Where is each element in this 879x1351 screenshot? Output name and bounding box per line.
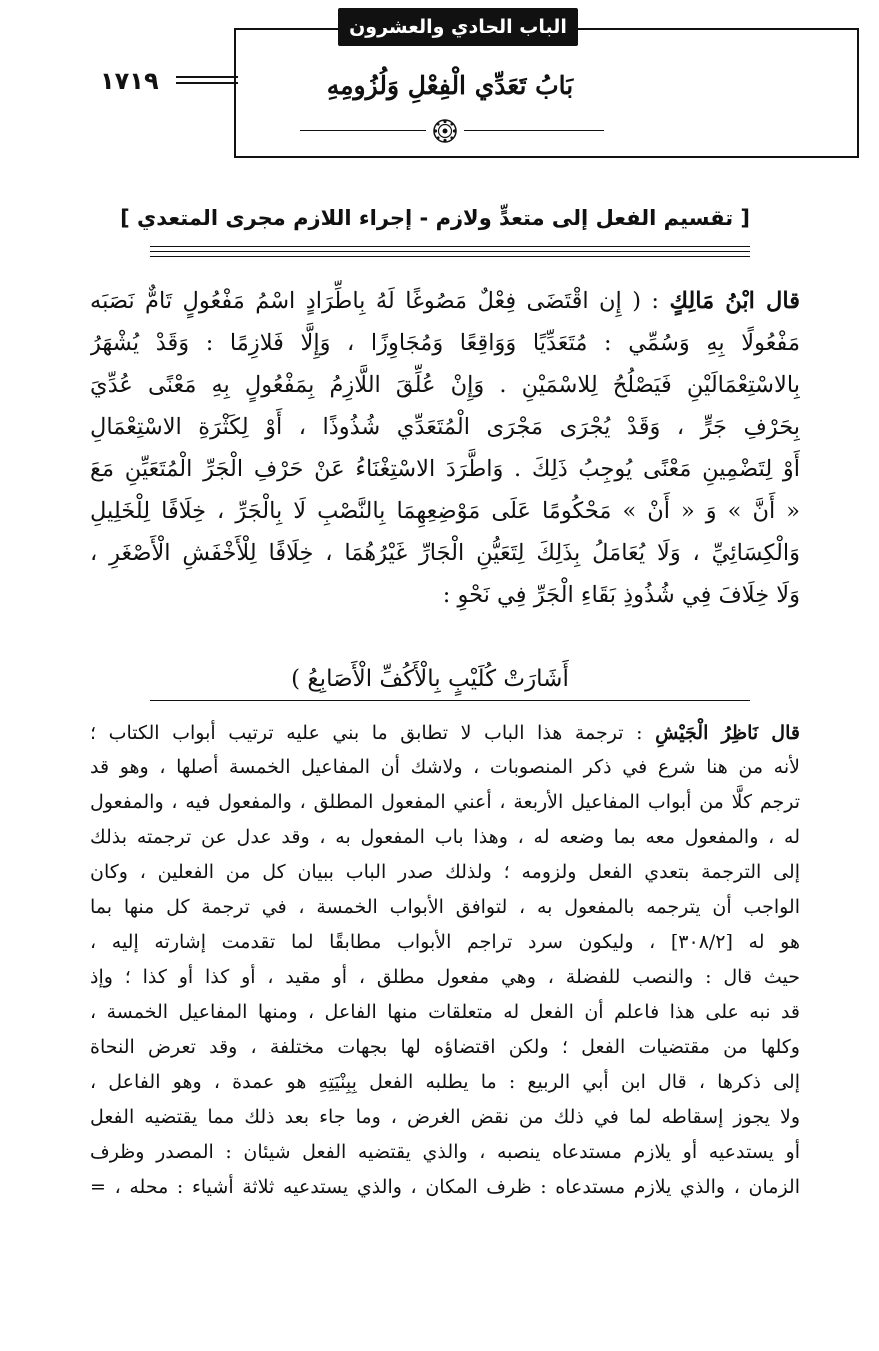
matn-line: بِحَرْفِ جَرٍّ ، وَقَدْ يُجْرَى مَجْرَى الْمُتَعَدِّي شُذُوذًا ، أَوْ لِكَثْرَةِ الاسْتِعْمَالِ	[90, 414, 800, 440]
heading-rule	[150, 246, 750, 247]
matn-line: قال ابْنُ مَالِكٍ : ( إِن اقْتَضَى فِعْلٌ مَصُوغًا لَهُ بِاطِّرَادٍ اسْمُ مَفْعُولٍ تَامٌّ نَصَبَه	[90, 288, 800, 314]
matn-line: « أَنَّ » وَ « أَنْ » مَحْكُومًا عَلَى مَوْضِعِهِمَا بِالنَّصْبِ لَا بِالْجَرِّ ، خِلَافًا لِلْخَلِيلِ	[90, 498, 800, 524]
sharh-line: قد نبه على هذا فاعلم أن الفعل له متعلقات منها الفاعل ، ومنها المفاعيل الخمسة ،	[90, 1001, 800, 1023]
matn-speaker: قال ابْنُ مَالِكٍ	[669, 288, 800, 314]
sharh-line: إلى ذكرها ، قال ابن أبي الربيع : ما يطلبه الفعل بِبِنْيَتِهِ هو عمدة ، وهو الفاعل ،	[90, 1071, 800, 1093]
matn-line: أَوْ لِتَضْمِينِ مَعْنًى يُوجِبُ ذَلِكَ . وَاطَّرَدَ الاسْتِغْنَاءُ عَنْ حَرْفِ الْجَرِّ الْمُتَعَيِّنِ مَعَ	[90, 456, 800, 482]
chapter-title: بَابُ تَعَدِّي الْفِعْلِ وَلُزُومِهِ	[326, 71, 574, 100]
matn-line: بِالاسْتِعْمَالَيْنِ فَيَصْلُحُ لِلاسْمَيْنِ . وَإِنْ عُلِّقَ اللَّازِمُ بِمَفْعُولٍ بِهِ مَعْنًى عُدِّيَ	[90, 372, 800, 398]
sharh-line: الزمان ، والذي يلازم مستدعاه : ظرف المكان ، والذي يستدعيه ثلاثة أشياء : محله ، =	[90, 1176, 800, 1198]
heading-rule	[150, 256, 750, 257]
sharh-line: حيث قال : والنصب للفضلة ، وهي مفعول مطلق ، أو مقيد ، أو كذا أو كذا ؛ وإذ	[90, 966, 800, 988]
sharh-line: وكلها من مقتضيات الفعل ؛ ولكن اقتضاؤه لها بجهات مختلفة ، وقد تعرض النحاة	[90, 1036, 800, 1058]
page-number-rule	[176, 76, 238, 78]
flower-ornament-icon	[432, 118, 458, 144]
matn-line: وَلَا خِلَافَ فِي شُذُوذِ بَقَاءِ الْجَرِّ فِي نَحْوِ :	[442, 582, 800, 608]
page-number-rule	[176, 82, 238, 84]
chapter-label: الباب الحادي والعشرون	[338, 8, 578, 46]
matn-line: وَالْكِسَائِيِّ ، وَلَا يُعَامَلُ بِذَلِكَ لِتَعَيُّنِ الْجَارِّ غَيْرُهُمَا ، خِلَافًا لِلْأَخْفَشِ الْأَصْغَرِ ،	[90, 540, 800, 566]
sharh-line: قال نَاظِرُ الْجَيْشِ : ترجمة هذا الباب لا تطابق ما بني عليه ترتيب أبواب الكتاب ؛	[90, 722, 800, 744]
sharh-line: له ، والمفعول معه بما وضعه له ، وهذا باب المفعول به ، وقد عدل عن ترجمته بذلك	[90, 826, 800, 848]
sharh-line: هو له [٣٠٨/٢] ، وليكون سرد تراجم الأبواب مطابقًا لما تقدمت إشارته إليه ،	[90, 931, 800, 953]
heading-rule	[150, 251, 750, 252]
ornament-line-right	[464, 130, 604, 131]
sharh-line: ترجم كلًّا من أبواب المفاعيل الأربعة ، أعني المفعول المطلق ، والمفعول فيه ، والمفعول	[90, 791, 800, 813]
verse-line: أَشَارَتْ كُلَيْبٍ بِالْأَكُفِّ الْأَصَابِعُ )	[291, 666, 569, 692]
sharh-line: ولا يجوز إسقاطه لما في ذلك من نقض الغرض ، وما جاء بعد ذلك مما يقتضيه الفعل	[90, 1106, 800, 1128]
section-heading: [ تقسيم الفعل إلى متعدٍّ ولازم - إجراء اللازم مجرى المتعدي ]	[120, 206, 750, 230]
sharh-line: الواجب أن يترجمه بالمفعول به ، لتوافق الأبواب الخمسة ، في ترجمة كل منها بما	[90, 896, 800, 918]
sharh-line: لأنه من هنا شرع في ذكر المنصوبات ، ولاشك أن المفاعيل الخمسة أصلها ، وهو قد	[90, 756, 800, 778]
sharh-line: أو يستدعيه أو يلازم مستدعاه ينصبه ، والذي يقتضيه الفعل شيئان : المصدر وظرف	[90, 1141, 800, 1163]
sharh-speaker: قال نَاظِرُ الْجَيْشِ	[655, 722, 800, 744]
matn-line: مَفْعُولًا بِهِ وَسُمِّي : مُتَعَدِّيًا وَوَاقِعًا وَمُجَاوِزًا ، وَإِلَّا فَلازِمًا : وَقَدْ يُشْهَرُ	[90, 330, 800, 356]
ornament-line-left	[300, 130, 426, 131]
page-number: ١٧١٩	[100, 67, 159, 95]
matn-sharh-separator	[150, 700, 750, 701]
sharh-line: إلى الترجمة بتعدي الفعل ولزومه ؛ ولذلك صدر الباب ببيان كل من الفعلين ، وكان	[90, 861, 800, 883]
